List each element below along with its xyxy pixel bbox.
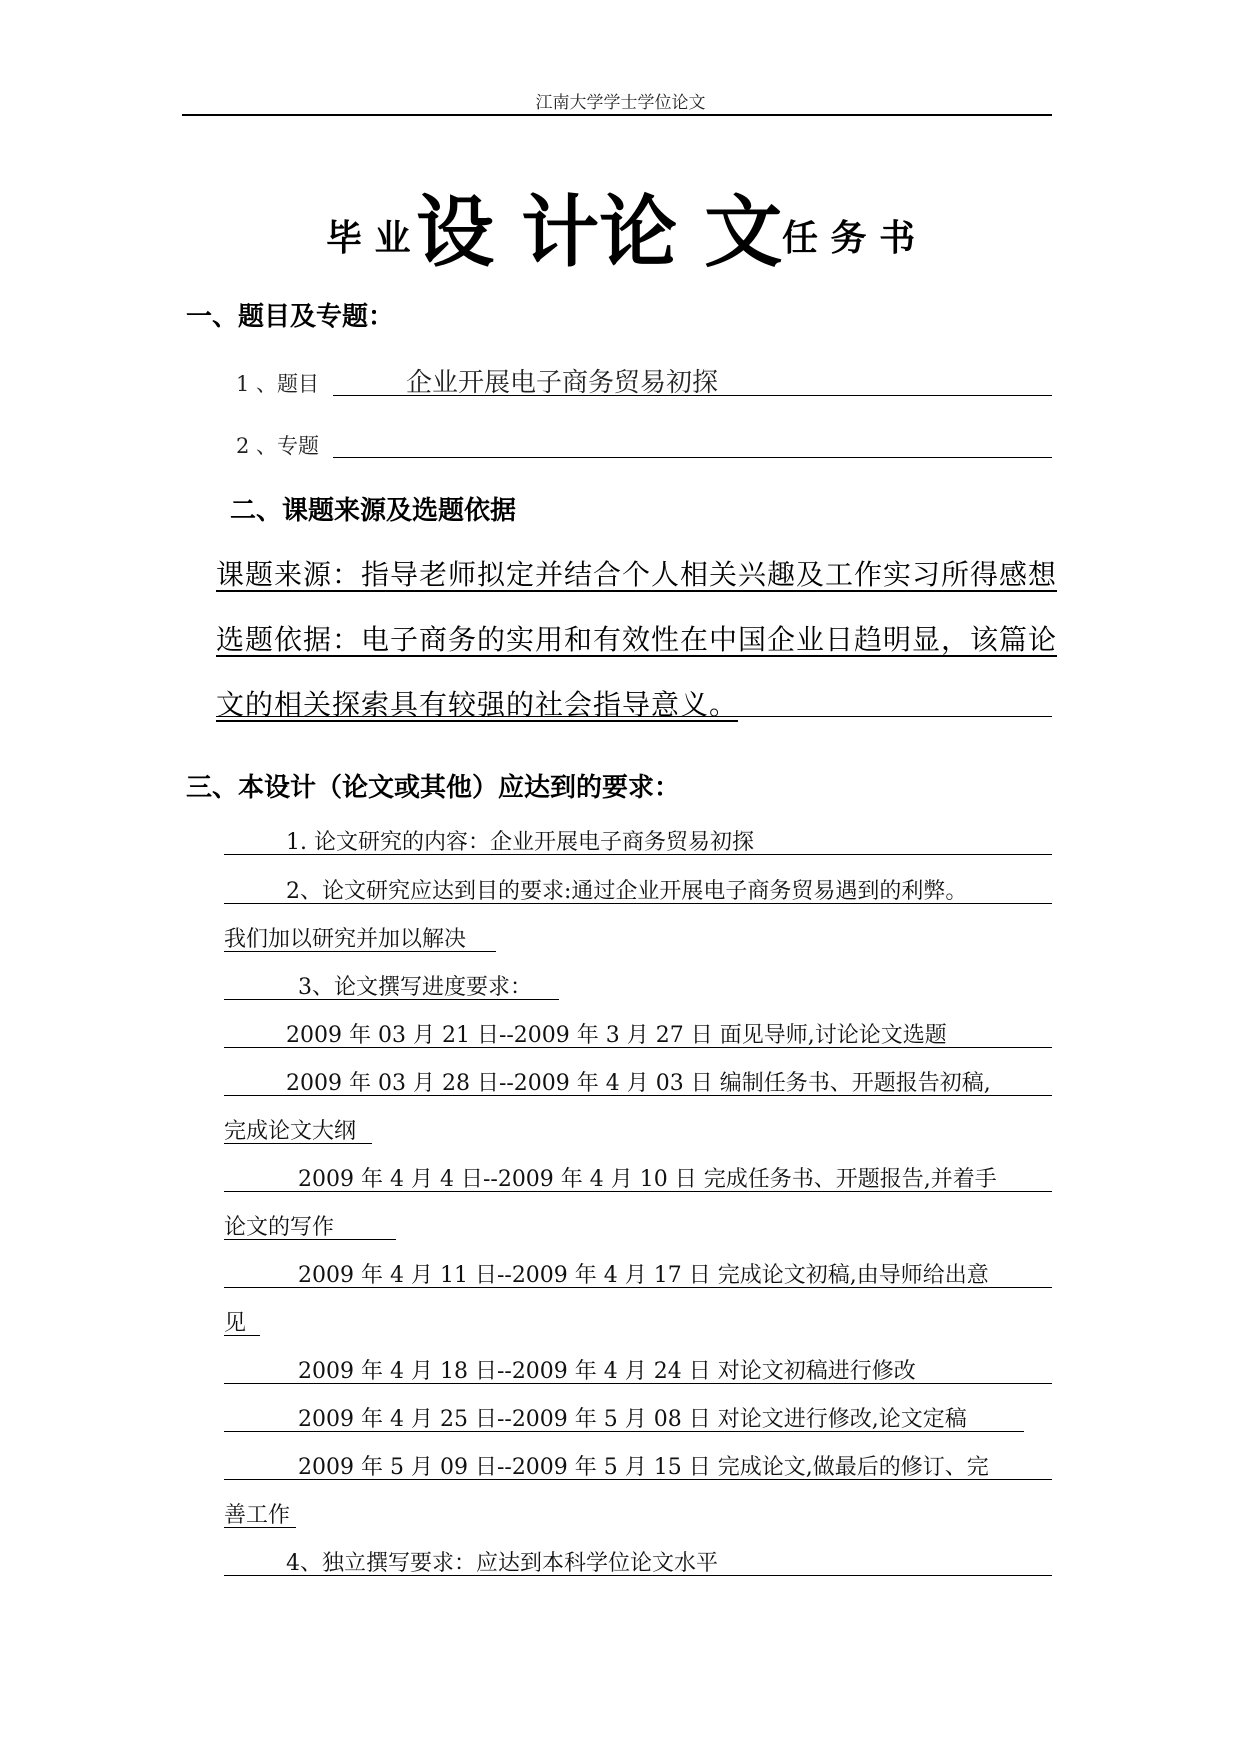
schedule-2a-underline	[224, 1095, 1052, 1096]
req-independent-underline	[224, 1575, 1052, 1576]
schedule-4b-underline	[224, 1335, 260, 1336]
section1-heading: 一、题目及专题：	[186, 302, 395, 332]
subtopic-underline	[333, 457, 1052, 458]
schedule-5-underline	[224, 1383, 1052, 1384]
title-part-1: 毕 业	[326, 217, 411, 259]
schedule-3a: 2009 年 4 月 4 日--2009 年 4 月 10 日 完成任务书、开题报告,并着手	[298, 1167, 997, 1192]
schedule-3a-underline	[224, 1191, 1052, 1192]
schedule-3b-underline	[224, 1239, 396, 1240]
running-header: 江南大学学士学位论文	[535, 93, 706, 113]
schedule-4b: 见	[224, 1311, 247, 1336]
section2-heading: 二、课题来源及选题依据	[230, 496, 517, 526]
req-independent: 4、独立撰写要求：应达到本科学位论文水平	[286, 1551, 718, 1576]
schedule-3b: 论文的写作	[224, 1215, 335, 1240]
schedule-5: 2009 年 4 月 18 日--2009 年 4 月 24 日 对论文初稿进行修改	[298, 1359, 916, 1384]
topic-label: 1 、题目	[236, 372, 320, 396]
basis-line-2-underline	[216, 716, 1052, 717]
req-content-underline	[224, 854, 1052, 855]
req-goal-1: 2、论文研究应达到目的要求:通过企业开展电子商务贸易遇到的利弊。	[286, 879, 968, 904]
source-line: 课题来源：指导老师拟定并结合个人相关兴趣及工作实习所得感想	[216, 558, 1058, 591]
schedule-1: 2009 年 03 月 21 日--2009 年 3 月 27 日 面见导师,讨论论文选题	[286, 1023, 947, 1048]
schedule-7a-underline	[224, 1479, 1052, 1480]
schedule-2a: 2009 年 03 月 28 日--2009 年 4 月 03 日 编制任务书、开题报告初稿,	[286, 1071, 991, 1096]
basis-line-1: 选题依据：电子商务的实用和有效性在中国企业日趋明显，该篇论	[216, 623, 1058, 656]
schedule-6: 2009 年 4 月 25 日--2009 年 5 月 08 日 对论文进行修改,论文定稿	[298, 1407, 967, 1432]
subtopic-label: 2 、专题	[236, 434, 320, 458]
req-goal-1-underline	[224, 903, 1052, 904]
req-schedule-title: 3、论文撰写进度要求：	[298, 975, 532, 1000]
schedule-7b: 善工作	[224, 1503, 291, 1528]
header-divider	[182, 114, 1052, 116]
schedule-1-underline	[224, 1047, 1052, 1048]
schedule-2b-underline	[224, 1143, 372, 1144]
req-goal-2-underline	[224, 951, 496, 952]
req-content: 1. 论文研究的内容：企业开展电子商务贸易初探	[286, 830, 754, 855]
topic-value: 企业开展电子商务贸易初探	[406, 368, 719, 398]
title-part-2: 设 计论 文	[416, 187, 783, 278]
schedule-2b: 完成论文大纲	[224, 1119, 357, 1144]
schedule-6-underline	[224, 1431, 1024, 1432]
schedule-7b-underline	[224, 1527, 296, 1528]
req-schedule-title-underline	[224, 999, 559, 1000]
req-goal-2: 我们加以研究并加以解决	[224, 927, 467, 952]
schedule-4a-underline	[224, 1287, 1052, 1288]
basis-line-2: 文的相关探索具有较强的社会指导意义。	[216, 688, 739, 721]
topic-underline	[333, 395, 1052, 396]
title-part-3: 任 务 书	[782, 217, 916, 259]
section3-heading: 三、本设计（论文或其他）应达到的要求：	[186, 773, 681, 803]
schedule-7a: 2009 年 5 月 09 日--2009 年 5 月 15 日 完成论文,做最后的修订、完	[298, 1455, 989, 1480]
schedule-4a: 2009 年 4 月 11 日--2009 年 4 月 17 日 完成论文初稿,由导师给出意	[298, 1263, 989, 1288]
